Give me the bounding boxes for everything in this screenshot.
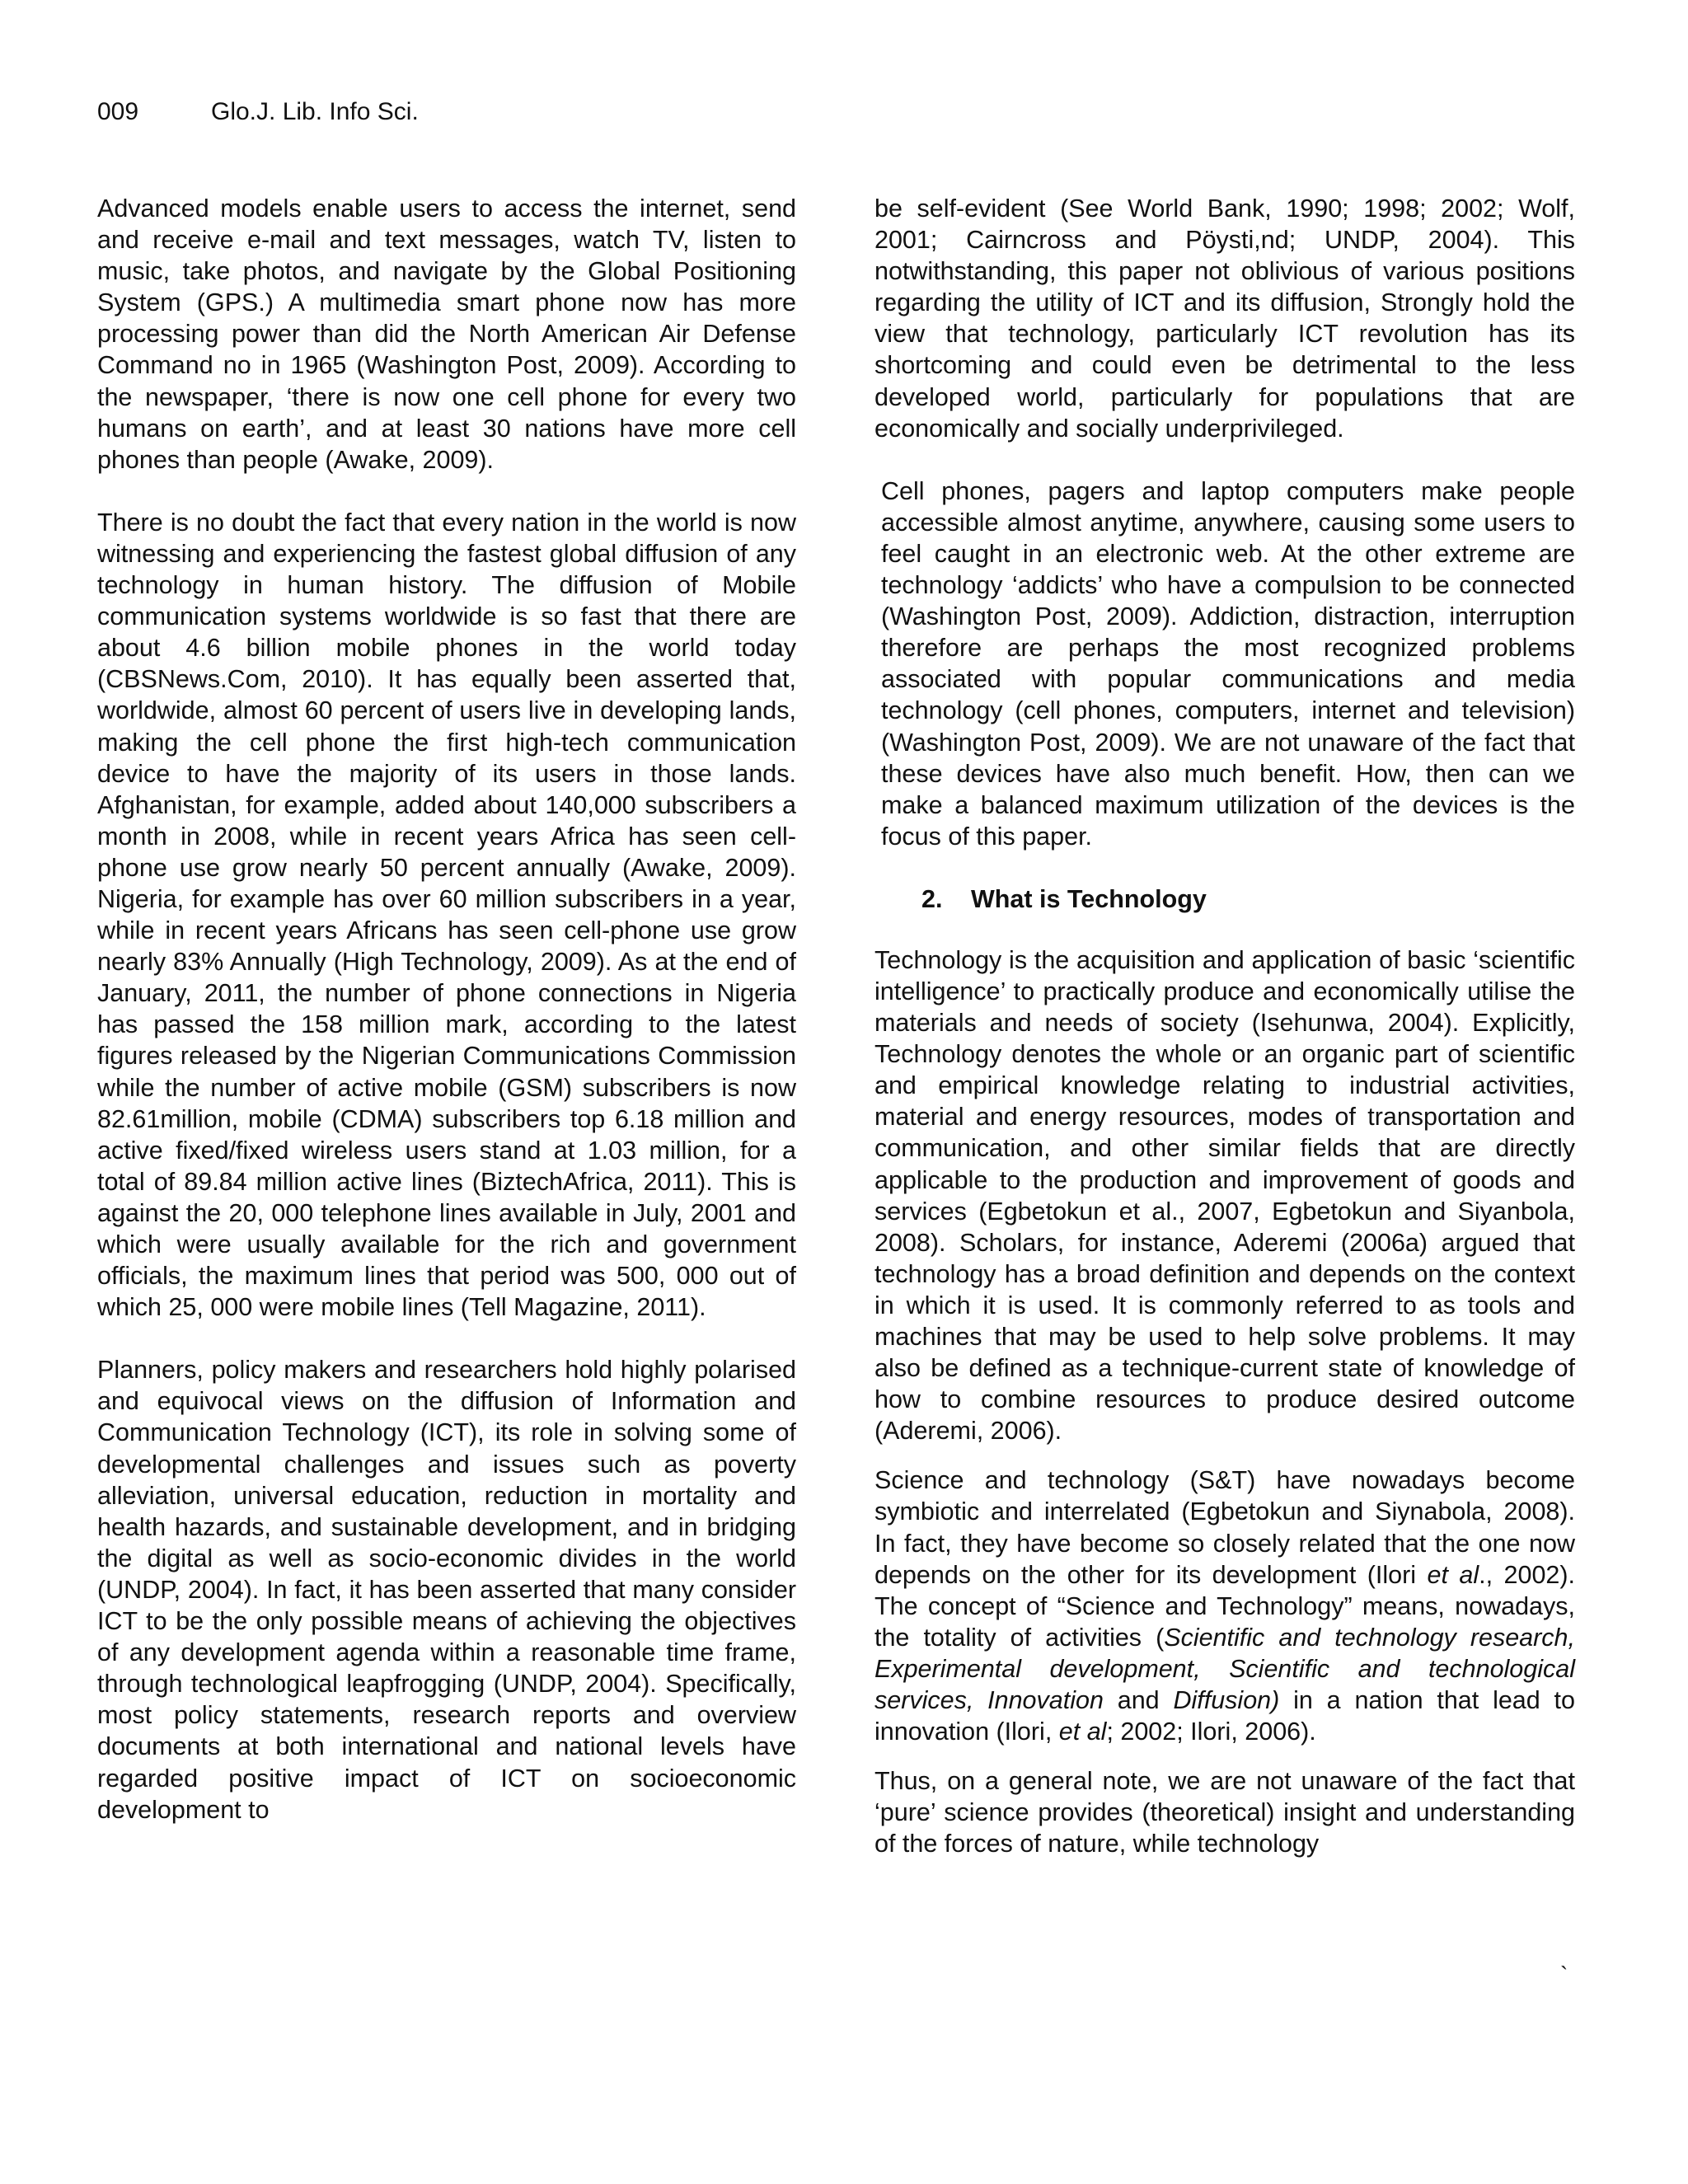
section-number: 2.: [921, 884, 943, 913]
right-column: [874, 193, 1575, 1860]
paragraph: Technology is the acquisition and application of basic ‘scientific intelligence’ to practically produce and economically utilise the materials and needs of society (Isehunwa, 2004). Explicitly, Technology denotes the whole or an organic part of scientific and empirical knowledge relating to industrial activities, material and energy resources, modes of transportation and communication, and other similar fields that are directly applicable to the production and improvement of goods and services (Egbetokun et al., 2007, Egbetokun and Siyanbola, 2008). Scholars, for instance, Aderemi (2006a) argued that technology has a broad definition and depends on the context in which it is used. It is commonly referred to as tools and machines that may be used to help solve problems. It may also be defined as a technique-current state of knowledge of how to combine resources to produce desired outcome (Aderemi, 2006).: [874, 945, 1575, 1446]
paragraph: Planners, policy makers and researchers hold highly polarised and equivocal views on the diffusion of Information and Communication Technology (ICT), its role in solving some of developmental challenges and issues such as poverty alleviation, universal education, reduction in mortality and health hazards, and sustainable development, and in bridging the digital as well as socio-economic divides in the world (UNDP, 2004). In fact, it has been asserted that many consider ICT to be the only possible means of achieving the objectives of any development agenda within a reasonable time frame, through technological leapfrogging (UNDP, 2004). Specifically, most policy statements, research reports and overview documents at both international and national levels have regarded positive impact of ICT on socioeconomic development to: [97, 1356, 796, 1824]
running-header: [97, 97, 419, 127]
paragraph: Cell phones, pagers and laptop computers make people accessible almost anytime, anywhere, causing some users to feel caught in an electronic web. At the other extreme are technology ‘addicts’ who have a compulsion to be connected (Washington Post, 2009). Addiction, distraction, interruption therefore are perhaps the most recognized problems associated with popular communications and media technology (cell phones, computers, internet and television) (Washington Post, 2009). We are not unaware of the fact that these devices have also much benefit. How, then can we make a balanced maximum utilization of the devices is the focus of this paper.: [881, 476, 1575, 851]
page-number: 009: [97, 98, 139, 125]
stray-mark: `: [1560, 1962, 1568, 1988]
paragraph: be self-evident (See World Bank, 1990; 1998; 2002; Wolf, 2001; Cairncross and Pöysti,nd; UNDP, 2004). This notwithstanding, this paper not oblivious of various positions regarding the utility of ICT and its diffusion, Strongly hold the view that technology, particularly ICT revolution has its shortcoming and could even be detrimental to the less developed world, particularly for populations that are economically and socially underprivileged.: [874, 194, 1575, 443]
paragraph: There is no doubt the fact that every nation in the world is now witnessing and experiencing the fastest global diffusion of any technology in human history. The diffusion of Mobile communication systems worldwide is so fast that there are about 4.6 billion mobile phones in the world today (CBSNews.Com, 2010). It has equally been asserted that, worldwide, almost 60 percent of users live in developing lands, making the cell phone the first high-tech communication device to have the majority of its users in those lands. Afghanistan, for example, added about 140,000 subscribers a month in 2008, while in recent years Africa has seen cell-phone use grow nearly 50 percent annually (Awake, 2009). Nigeria, for example has over 60 million subscribers in a year, while in recent years Africans has seen cell-phone use grow nearly 83% Annually (High Technology, 2009). As at the end of January, 2011, the number of phone connections in Nigeria has passed the 158 million mark, according to the latest figures released by the Nigerian Communications Commission while the number of active mobile (GSM) subscribers is now 82.61million, mobile (CDMA) subscribers top 6.18 million and active fixed/fixed wireless users stand at 1.03 million, for a total of 89.84 million active lines (BiztechAfrica, 2011). This is against the 20, 000 telephone lines available in July, 2001 and which were usually available for the rich and government officials, the maximum lines that period was 500, 000 out of which 25, 000 were mobile lines (Tell Magazine, 2011).: [97, 508, 796, 1322]
section-title: What is Technology: [971, 884, 1207, 913]
left-column: [97, 193, 796, 1825]
section-heading: [874, 883, 1575, 915]
paragraph: Thus, on a general note, we are not unaware of the fact that ‘pure’ science provides (theoretical) insight and understanding of the forces of nature, while technology: [874, 1767, 1575, 1858]
paragraph: Advanced models enable users to access the internet, send and receive e-mail and text messages, watch TV, listen to music, take photos, and navigate by the Global Positioning System (GPS.) A multimedia smart phone now has more processing power than did the North American Air Defense Command no in 1965 (Washington Post, 2009). According to the newspaper, ‘there is now one cell phone for every two humans on earth’, and at least 30 nations have more cell phones than people (Awake, 2009).: [97, 194, 796, 474]
paragraph: Science and technology (S&T) have nowadays become symbiotic and interrelated (Egbetokun and Siynabola, 2008). In fact, they have become so closely related that the one now depends on the other for its development (Ilori et al., 2002). The concept of “Science and Technology” means, nowadays, the totality of activities (Scientific and technology research, Experimental development, Scientific and technological services, Innovation and Diffusion) in a nation that lead to innovation (Ilori, et al; 2002; Ilori, 2006).: [874, 1466, 1576, 1746]
journal-title: Glo.J. Lib. Info Sci.: [211, 98, 419, 125]
